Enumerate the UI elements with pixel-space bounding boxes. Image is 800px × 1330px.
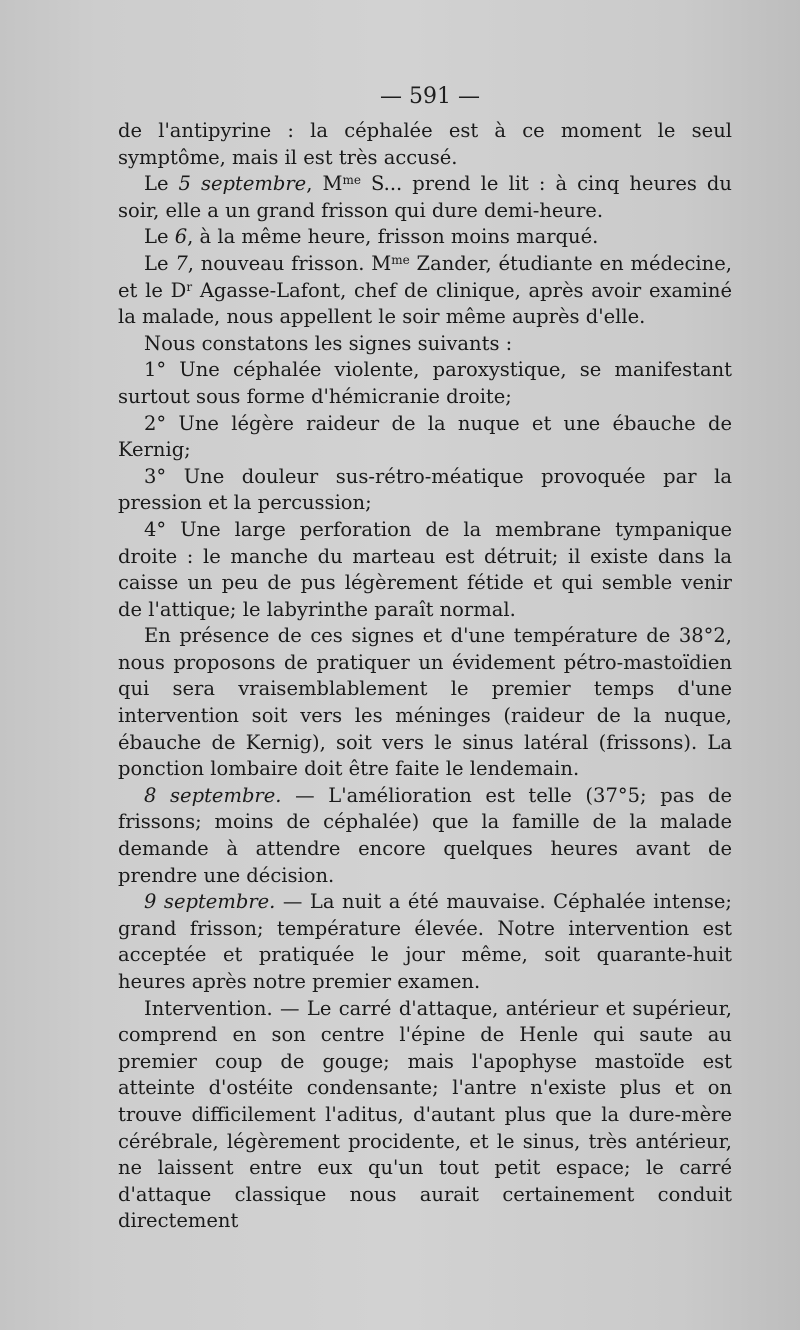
paragraph-le-7: Le 7, nouveau frisson. $M^{me}$ Zander, étudiante en médecine, et le $D^r$ Agasse-Lafont, chef de clinique, après avoir examiné la malade, nous appellent le soir même auprès d'elle.: [118, 251, 732, 329]
paragraph-continuation: de l'antipyrine : la céphalée est à ce moment le seul symptôme, mais il est très accusé.: [118, 119, 732, 169]
paragraph-presence: En présence de ces signes et d'une température de 38°2, nous proposons de pratiquer un évidement pétro-mastoïdien qui sera vraisemblablement le premier temps d'une intervention soit vers les méninges (raideur de la nuque, ébauche de Kernig), soit vers le sinus latéral (frissons). La ponction lombaire doit être faite le lendemain.: [118, 624, 732, 781]
paragraph-intervention: Intervention. — Le carré d'attaque, antérieur et supérieur, comprend en son centre l'épine de Henle qui saute au premier coup de gouge; mais l'apophyse mastoïde est atteinte d'ostéite condensante; l'antre n'existe plus et on trouve difficilement l'aditus, d'autant plus que la dure-mère cérébrale, légèrement procidente, et le sinus, très antérieur, ne laissent entre eux qu'un tout petit espace; le carré d'attaque classique nous aurait certainement conduit directement: [118, 996, 732, 1233]
paragraph-signe-1: 1° Une céphalée violente, paroxystique, se manifestant surtout sous forme d'hémicranie droite;: [118, 358, 732, 408]
page-number: — 591 —: [380, 84, 480, 109]
paragraph-signes: Nous constatons les signes suivants :: [144, 331, 513, 355]
paragraph-9-septembre: 9 septembre. — La nuit a été mauvaise. Céphalée intense; grand frisson; température élevée. Notre intervention est acceptée et pratiquée le jour même, soit quarante-huit heures après notre premier examen.: [118, 890, 732, 993]
paragraph-signe-2: 2° Une légère raideur de la nuque et une ébauche de Kernig;: [118, 411, 732, 462]
page-body: [118, 118, 732, 1235]
paragraph-8-septembre: 8 septembre. — L'amélioration est telle (37°5; pas de frissons; moins de céphalée) que la famille de la malade demande à attendre encore quelques heures avant de prendre une décision.: [118, 783, 732, 887]
paragraph-signe-4: 4° Une large perforation de la membrane tympanique droite : le manche du marteau est détruit; il existe dans la caisse un peu de pus légèrement fétide et qui semble venir de l'attique; le labyrinthe paraît normal.: [118, 517, 732, 621]
paragraph-le-6: Le 6, à la même heure, frisson moins marqué.: [144, 225, 599, 249]
paragraph-signe-3: 3° Une douleur sus-rétro-méatique provoquée par la pression et la percussion;: [118, 464, 732, 515]
paragraph-5-septembre: Le 5 septembre, $M^{me}$ S... prend le lit : à cinq heures du soir, elle a un grand frisson qui dure demi-heure.: [118, 172, 732, 222]
